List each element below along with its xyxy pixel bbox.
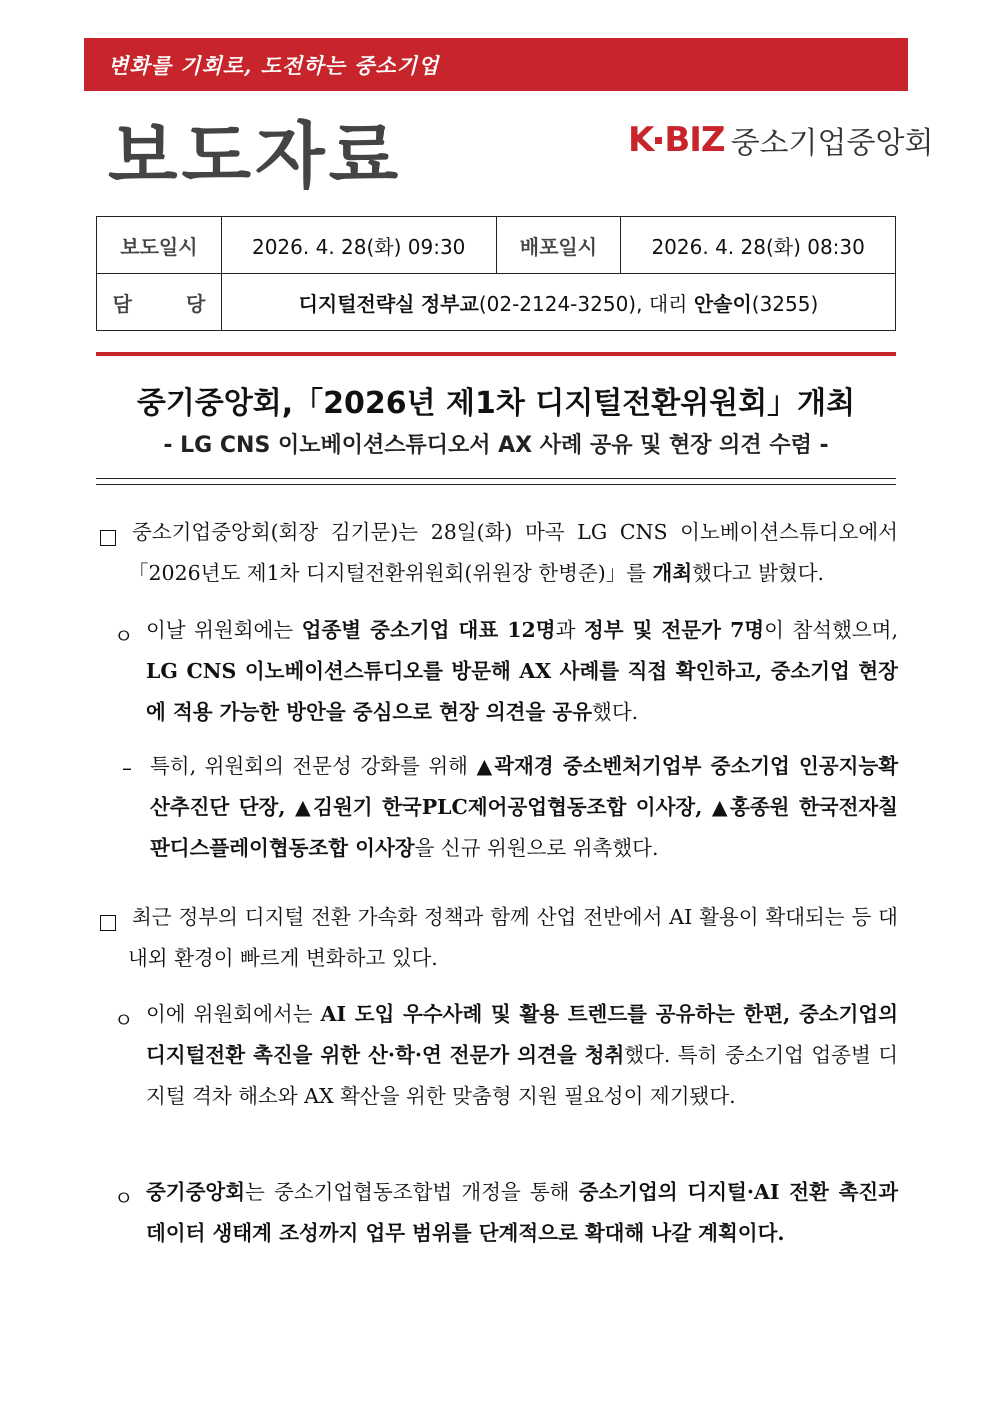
paragraph-1 bbox=[128, 512, 898, 594]
square-bullet-icon-2 bbox=[100, 912, 116, 936]
circle-bullet-3: ㅇ bbox=[114, 1186, 134, 1210]
p5-text-b: AI 도입 우수사례 및 활용 트렌드를 공유하는 한편, 중소기업의 디지털전환 촉진을 위한 산·학·연 전문가 의견을 청취 bbox=[146, 1002, 899, 1067]
distribute-label: 배포일시 bbox=[496, 217, 621, 274]
paragraph-4: 최근 정부의 디지털 전환 가속화 정책과 함께 산업 전반에서 AI 활용이 확대되는 등 대내외 환경이 빠르게 변화하고 있다. bbox=[128, 905, 898, 970]
dash-bullet: – bbox=[122, 756, 132, 780]
p2-text-c: 과 bbox=[555, 618, 584, 642]
double-divider bbox=[96, 478, 896, 485]
kbiz-logo bbox=[628, 118, 933, 162]
contact-name1: 정부교 bbox=[420, 291, 479, 316]
contact-name2: 안솔이 bbox=[693, 291, 752, 316]
p2-text-b: 업종별 중소기업 대표 12명 bbox=[301, 618, 556, 642]
p2-text-f: LG CNS 이노베이션스튜디오를 방문해 AX 사례를 직접 확인하고, 중소기업 현장에 적용 가능한 방안을 중심으로 현장 의견을 공유 bbox=[146, 659, 898, 724]
org-name: 중소기업중앙회 bbox=[730, 126, 934, 161]
logo-biz: BIZ bbox=[664, 120, 725, 160]
paragraph-6 bbox=[146, 1172, 898, 1254]
distribute-value: 2026. 4. 28(화) 08:30 bbox=[621, 217, 896, 274]
p2-text-a: 이날 위원회에는 bbox=[146, 618, 302, 642]
subheadline: - LG CNS 이노베이션스튜디오서 AX 사례 공유 및 현장 의견 수렴 - bbox=[163, 433, 829, 458]
p5-text-a: 이에 위원회에서는 bbox=[146, 1002, 321, 1026]
contact-label-a: 담 bbox=[112, 291, 132, 316]
p5-text-c: 했다. 특히 중소기업 업종별 디지털 격차 해소와 AX 확산을 위한 맞춤형 지원 필요성이 제기됐다. bbox=[146, 1043, 898, 1108]
contact-phone2: (3255) bbox=[751, 291, 819, 316]
logo-dot bbox=[655, 137, 662, 144]
p1-text-c: 했다고 밝혔다. bbox=[692, 561, 824, 585]
p1-text-b: 개최 bbox=[652, 561, 693, 585]
square-bullet-icon bbox=[100, 527, 116, 551]
p6-text-b: 는 중소기업협동조합법 개정을 통해 bbox=[245, 1180, 579, 1204]
headline: 중기중앙회,「2026년 제1차 디지털전환위원회」개최 bbox=[136, 386, 856, 421]
p2-text-e: 이 참석했으며, bbox=[764, 618, 898, 642]
p3-text-c: 을 신규 위원으로 위촉했다. bbox=[414, 836, 659, 860]
doc-type-title: 보도자료 bbox=[108, 114, 403, 198]
release-value: 2026. 4. 28(화) 09:30 bbox=[221, 217, 496, 274]
paragraph-3 bbox=[150, 746, 898, 869]
slogan-text: 변화를 기회로, 도전하는 중소기업 bbox=[108, 53, 440, 78]
paragraph-5 bbox=[146, 994, 898, 1117]
contact-phone1: (02-2124-3250), 대리 bbox=[478, 291, 694, 316]
p3-text-a: 특히, 위원회의 전문성 강화를 위해 bbox=[150, 754, 477, 778]
circle-bullet: ㅇ bbox=[114, 624, 134, 648]
contact-dept: 디지털전략실 bbox=[298, 291, 415, 316]
release-label: 보도일시 bbox=[97, 217, 222, 274]
contact-value bbox=[221, 274, 895, 331]
release-info-table bbox=[96, 216, 896, 331]
p1-text-a: 중소기업중앙회(회장 김기문)는 28일(화) 마곡 LG CNS 이노베이션스튜디오에서 「2026년도 제1차 디지털전환위원회(위원장 한병준)」를 bbox=[128, 520, 898, 585]
p2-text-d: 정부 및 전문가 7명 bbox=[583, 618, 765, 642]
contact-label bbox=[97, 274, 222, 331]
p6-text-c: 중소기업의 디지털·AI 전환 촉진과 데이터 생태계 조성까지 업무 범위를 단계적으로 확대해 나갈 계획이다. bbox=[146, 1180, 898, 1245]
contact-label-b: 당 bbox=[185, 291, 206, 316]
p6-text-a: 중기중앙회 bbox=[146, 1180, 246, 1204]
red-divider bbox=[96, 352, 896, 356]
logo-k: K bbox=[628, 120, 654, 160]
paragraph-2 bbox=[146, 610, 898, 733]
slogan-banner bbox=[84, 38, 908, 91]
p2-text-g: 했다. bbox=[592, 700, 639, 724]
circle-bullet-2: ㅇ bbox=[114, 1008, 134, 1032]
p3-text-b: ▲곽재경 중소벤처기업부 중소기업 인공지능확산추진단 단장, ▲김원기 한국PLC제어공업협동조합 이사장, ▲홍종원 한국전자칠판디스플레이협동조합 이사장 bbox=[150, 754, 898, 860]
